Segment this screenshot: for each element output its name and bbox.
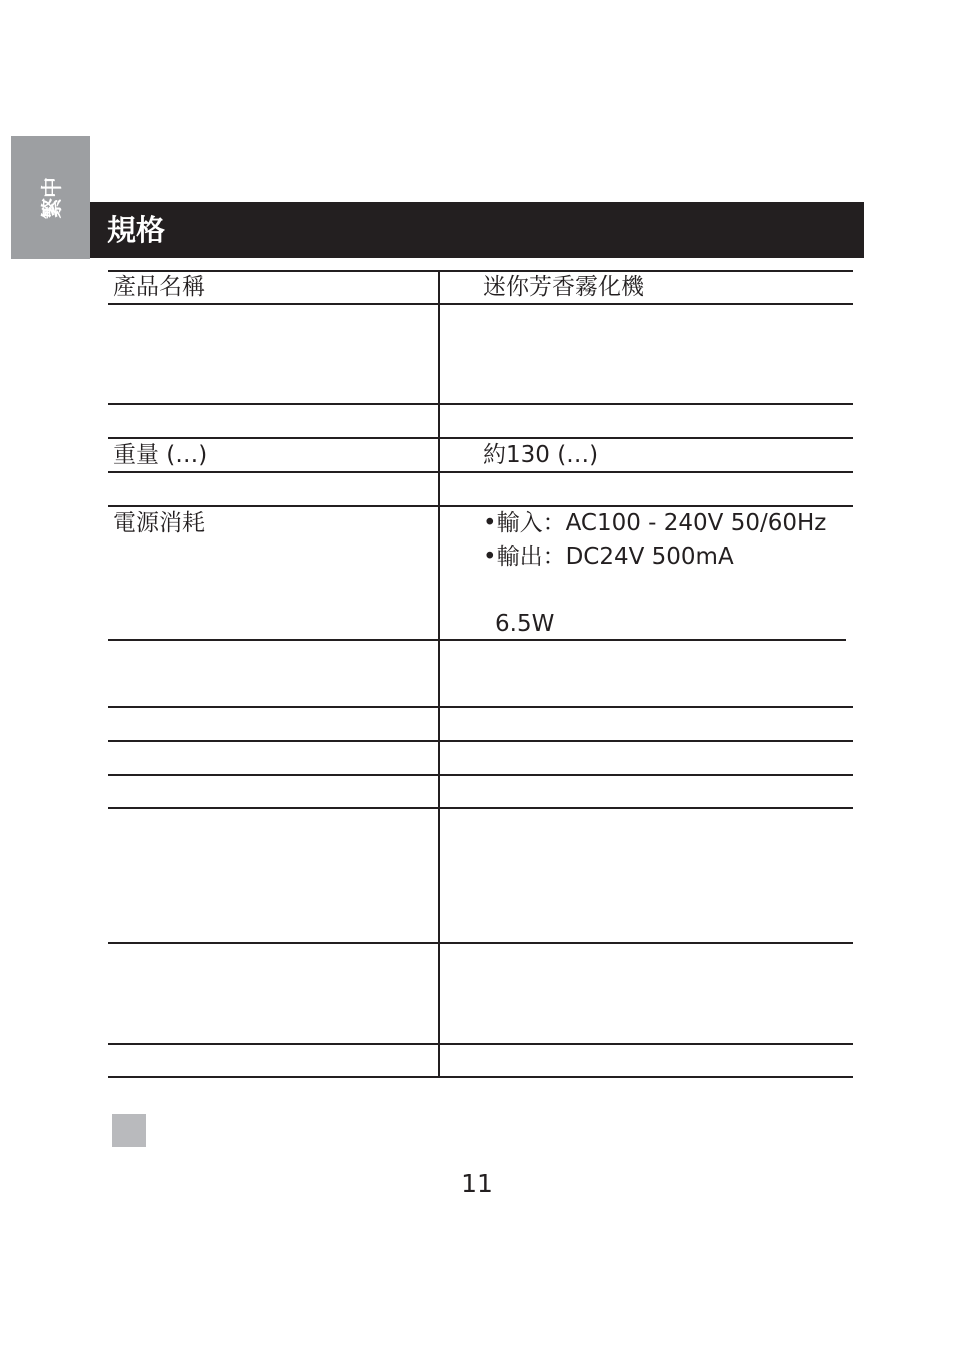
spec-value-item: •輸入：AC100 - 240V 50/60Hz xyxy=(483,510,827,536)
language-tab xyxy=(11,136,90,259)
section-title-bar xyxy=(90,202,864,258)
row-divider xyxy=(108,1043,853,1045)
spec-value-item: 6.5W xyxy=(495,610,555,637)
language-tab-label: 繁中 xyxy=(39,176,64,219)
spec-value-item xyxy=(483,876,489,910)
section-title: 規格 xyxy=(107,213,166,247)
spec-value-item xyxy=(483,809,489,843)
page-number: 11 xyxy=(461,1169,493,1198)
row-divider xyxy=(108,740,853,742)
row-divider xyxy=(108,942,853,944)
spec-value-item: •輸出：DC24V 500mA xyxy=(483,543,734,570)
spec-value-item xyxy=(483,574,826,608)
spec-value-item xyxy=(483,843,489,877)
column-divider xyxy=(438,270,440,1078)
spec-table xyxy=(108,270,853,1078)
row-divider xyxy=(108,471,853,473)
note-badge xyxy=(112,1114,146,1147)
row-divider xyxy=(108,403,853,405)
spec-value-list xyxy=(483,507,826,641)
row-divider xyxy=(108,437,853,439)
spec-value-item xyxy=(483,910,489,944)
row-divider xyxy=(108,270,853,272)
spec-label: 電源消耗 xyxy=(113,510,205,536)
row-divider xyxy=(108,774,853,776)
footnote xyxy=(112,1113,158,1147)
row-divider xyxy=(108,303,853,305)
row-divider xyxy=(108,706,853,708)
row-divider xyxy=(108,1076,853,1078)
spec-value-list xyxy=(483,809,489,943)
spec-value: 迷你芳香霧化機 xyxy=(483,274,644,300)
spec-label: 產品名稱 xyxy=(113,274,205,300)
row-divider xyxy=(108,807,853,809)
spec-value: 約130 (…) xyxy=(483,442,599,468)
spec-label: 重量 (…) xyxy=(113,442,208,468)
